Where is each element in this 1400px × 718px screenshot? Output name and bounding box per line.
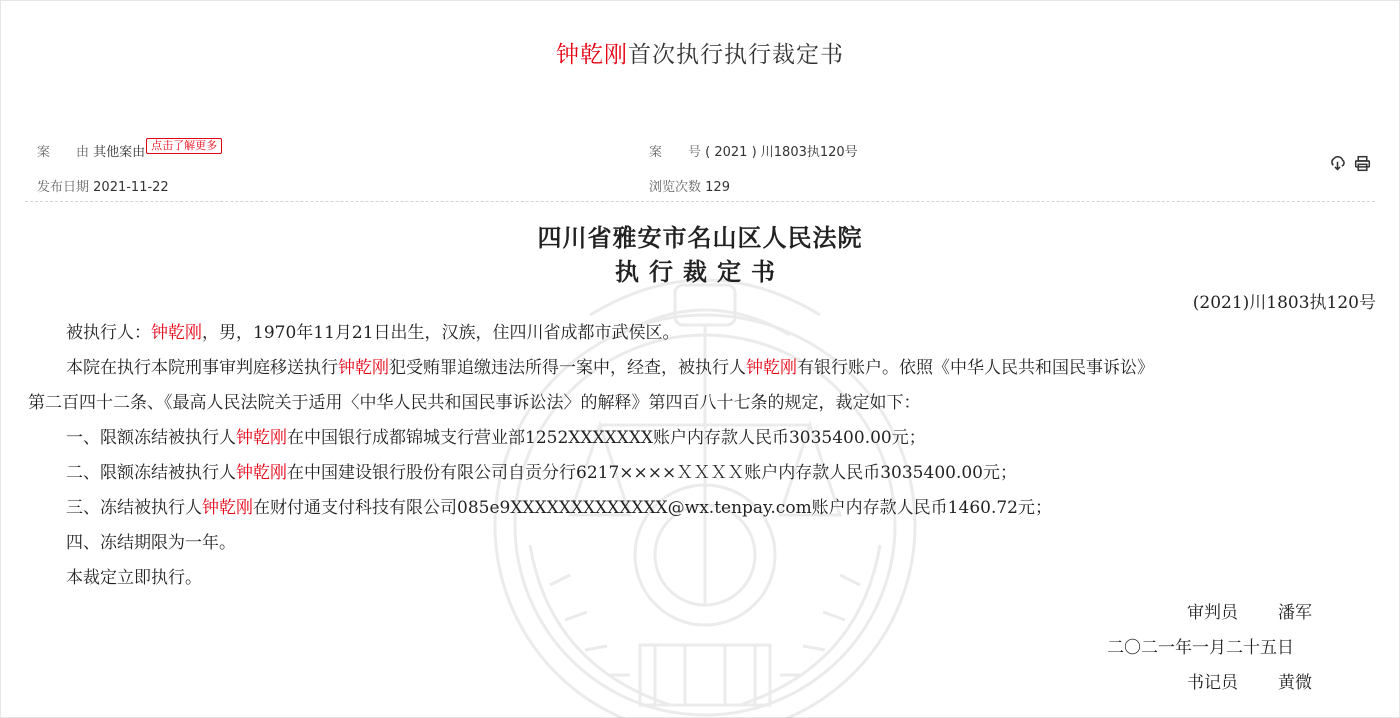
title-doc-name: 首次执行执行裁定书 bbox=[628, 42, 844, 68]
clerk-label: 书记员 bbox=[1187, 673, 1238, 693]
title-party-name: 钟乾刚 bbox=[556, 42, 628, 68]
document-type: 执行裁定书 bbox=[615, 258, 785, 286]
views-label: 浏览次数 bbox=[649, 180, 702, 195]
facts-part-b: 犯受贿罪追缴违法所得一案中，经查，被执行人 bbox=[389, 358, 746, 378]
clerk-signature bbox=[1187, 668, 1312, 693]
conclusion: 本裁定立即执行。 bbox=[66, 568, 202, 588]
paragraph-party bbox=[28, 316, 1400, 350]
views-row bbox=[649, 176, 730, 195]
paragraph-facts-line1 bbox=[28, 351, 1400, 385]
party-prefix: 被执行人： bbox=[66, 323, 151, 343]
case-number-value: ( 2021 ) 川1803执120号 bbox=[705, 145, 858, 160]
party-details: ，男，1970年11月21日出生，汉族，住四川省成都市武侯区。 bbox=[202, 323, 680, 343]
ruling-date: 二〇二一年一月二十五日 bbox=[1107, 638, 1294, 658]
learn-more-link[interactable]: 点击了解更多 bbox=[146, 138, 222, 154]
ruling-item-3 bbox=[28, 491, 1400, 525]
item1-prefix: 一、限额冻结被执行人 bbox=[66, 428, 236, 448]
case-reason-label: 案 由 bbox=[37, 145, 90, 160]
doc-toolbar bbox=[1329, 155, 1371, 172]
case-number-label: 案 号 bbox=[649, 145, 702, 160]
party-name: 钟乾刚 bbox=[236, 428, 287, 448]
party-name: 钟乾刚 bbox=[151, 323, 202, 343]
print-icon[interactable] bbox=[1354, 155, 1371, 172]
page-title bbox=[0, 36, 1400, 69]
facts-part-a: 本院在执行本院刑事审判庭移送执行 bbox=[66, 358, 338, 378]
paragraph-facts-line2: 第二百四十二条、《最高人民法院关于适用〈中华人民共和国民事诉讼法〉的解释》第四百八十七条的规定，裁定如下： bbox=[28, 393, 921, 413]
case-reason-value: 其他案由 bbox=[93, 145, 146, 160]
item3-prefix: 三、冻结被执行人 bbox=[66, 498, 202, 518]
judge-signature bbox=[1187, 598, 1312, 623]
party-name: 钟乾刚 bbox=[338, 358, 389, 378]
case-number-row bbox=[649, 141, 858, 160]
clerk-name: 黄微 bbox=[1278, 673, 1312, 693]
case-reason-row bbox=[37, 141, 222, 161]
party-name: 钟乾刚 bbox=[236, 463, 287, 483]
ruling-item-2 bbox=[28, 456, 1400, 490]
court-name: 四川省雅安市名山区人民法院 bbox=[537, 224, 863, 252]
item2-prefix: 二、限额冻结被执行人 bbox=[66, 463, 236, 483]
item2-body: 在中国建设银行股份有限公司自贡分行6217××××ＸＸＸＸ账户内存款人民币3035400.00元； bbox=[287, 463, 1017, 483]
party-name: 钟乾刚 bbox=[746, 358, 797, 378]
item1-body: 在中国银行成都锦城支行营业部1252XXXXXXX账户内存款人民币3035400.00元； bbox=[287, 428, 926, 448]
facts-part-c: 有银行账户。依照《中华人民共和国民事诉讼》 bbox=[797, 358, 1154, 378]
ruling-item-1 bbox=[28, 421, 1400, 455]
views-value: 129 bbox=[705, 180, 730, 195]
item3-body: 在财付通支付科技有限公司085e9XXXXXXXXXXXXX@wx.tenpay.com账户内存款人民币1460.72元； bbox=[253, 498, 1052, 518]
header-divider bbox=[25, 201, 1375, 202]
judge-name: 潘军 bbox=[1278, 603, 1312, 623]
document-case-number: (2021)川1803执120号 bbox=[1192, 293, 1376, 313]
download-icon[interactable] bbox=[1329, 155, 1346, 172]
publish-date-row bbox=[37, 176, 169, 195]
publish-date-label: 发布日期 bbox=[37, 180, 90, 195]
publish-date-value: 2021-11-22 bbox=[93, 180, 169, 195]
ruling-item-4: 四、冻结期限为一年。 bbox=[66, 533, 236, 553]
party-name: 钟乾刚 bbox=[202, 498, 253, 518]
judge-label: 审判员 bbox=[1187, 603, 1238, 623]
